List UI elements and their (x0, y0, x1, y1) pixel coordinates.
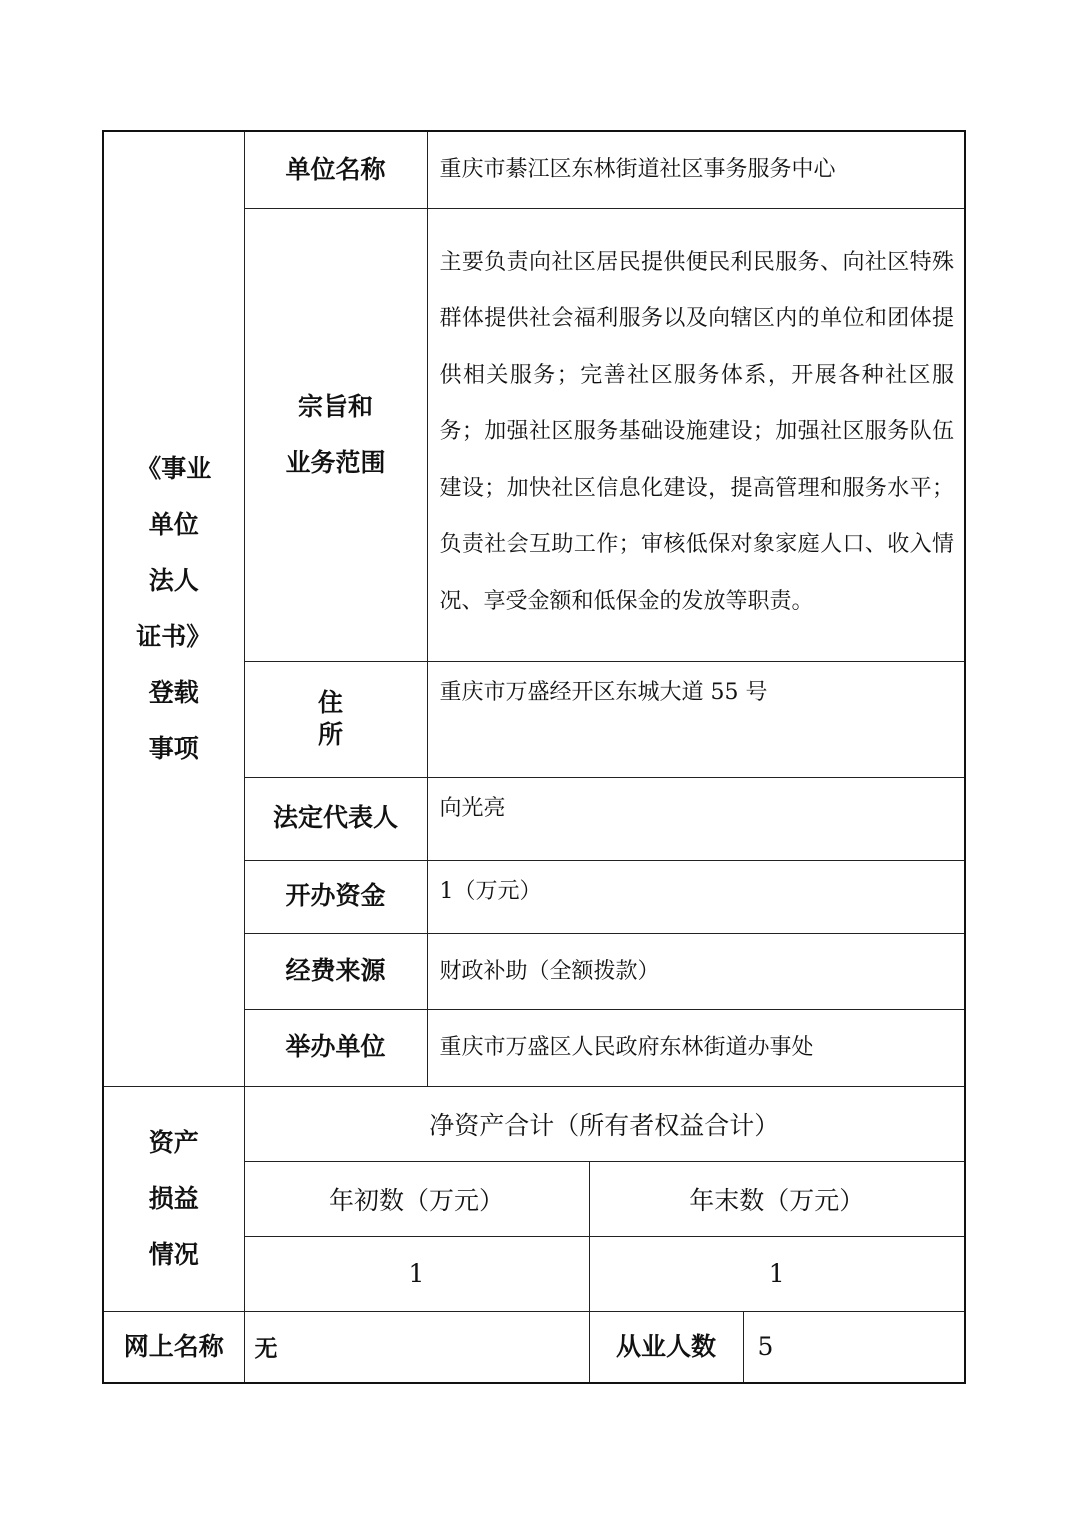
sponsor-value: 重庆市万盛区人民政府东林街道办事处 (427, 1009, 965, 1086)
online-name-label: 网上名称 (103, 1311, 244, 1383)
purpose-value: 主要负责向社区居民提供便民利民服务、向社区特殊群体提供社会福利服务以及向辖区内的单位和团体提供相关服务；完善社区服务体系，开展各种社区服务；加强社区服务基础设施建设；加强社区服务队伍建设；加快社区信息化建设，提高管理和服务水平；负责社会互助工作；审核低保对象家庭人口、收入情况、享受金额和低保金的发放等职责。 (427, 208, 965, 661)
section-label-line: 事项 (148, 733, 199, 763)
section-label-line: 单位 (148, 509, 199, 539)
address-label: 住 所 (244, 661, 427, 777)
legal-rep-value: 向光亮 (427, 777, 965, 860)
online-name-value: 无 (244, 1311, 589, 1383)
purpose-label (244, 208, 427, 661)
unit-name-value: 重庆市綦江区东林街道社区事务服务中心 (427, 131, 965, 208)
sponsor-label: 举办单位 (244, 1009, 427, 1086)
funding-label: 经费来源 (244, 933, 427, 1009)
certificate-table (102, 130, 966, 1384)
end-of-year-header: 年末数（万元） (589, 1161, 965, 1236)
purpose-label-line: 宗旨和 (297, 391, 373, 421)
unit-name-label: 单位名称 (244, 131, 427, 208)
net-assets-header-row (103, 1086, 965, 1161)
end-of-year-value: 1 (589, 1236, 965, 1311)
start-of-year-value: 1 (244, 1236, 589, 1311)
employees-value: 5 (743, 1311, 965, 1383)
capital-label: 开办资金 (244, 860, 427, 933)
online-row (103, 1311, 965, 1383)
unit-name-row (103, 131, 965, 208)
certificate-items-label (103, 131, 244, 1086)
employees-label: 从业人数 (589, 1311, 743, 1383)
purpose-label-line: 业务范围 (285, 447, 386, 477)
section-label-line: 资产 (148, 1127, 199, 1157)
address-value: 重庆市万盛经开区东城大道 55 号 (427, 661, 965, 777)
section-label-line: 《事业 (136, 453, 212, 483)
section-label-line: 登载 (148, 677, 199, 707)
section-label-line: 损益 (148, 1183, 199, 1213)
section-label-line: 证书》 (136, 621, 212, 651)
assets-section-label (103, 1086, 244, 1311)
capital-value: 1（万元） (427, 860, 965, 933)
start-of-year-header: 年初数（万元） (244, 1161, 589, 1236)
net-assets-header: 净资产合计（所有者权益合计） (244, 1086, 965, 1161)
section-label-line: 法人 (148, 565, 199, 595)
funding-value: 财政补助（全额拨款） (427, 933, 965, 1009)
section-label-line: 情况 (148, 1239, 199, 1269)
legal-rep-label: 法定代表人 (244, 777, 427, 860)
